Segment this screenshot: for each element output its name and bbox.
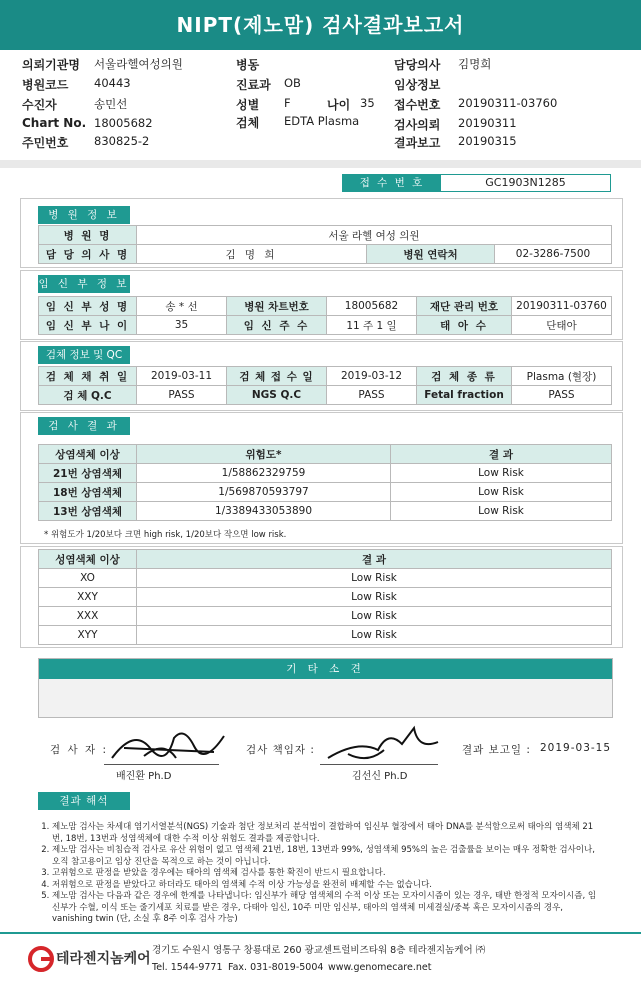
- fetal-fraction-value: PASS: [512, 386, 612, 405]
- interpretation-item: 1. 제노맘 검사는 차세대 염기서열분석(NGS) 기술과 첨단 정보처리 분석법이 결합하여 임신부 혈장에서 태아 DNA를 분석함으로써 태아의 염색체 21번, 18번, 13번과 성염색체에 대한 수적 이상 위험도 결과를 제공합니다.: [52, 822, 600, 845]
- company-web: www.genomecare.net: [328, 962, 432, 973]
- manager-signature: [318, 720, 448, 766]
- tester-sign-line: [104, 764, 219, 765]
- interpretation-list: [40, 822, 600, 926]
- interpretation-tab: 결과 해석: [38, 792, 130, 810]
- mother-info-tab: 임 신 부 정 보: [38, 275, 130, 293]
- report-header: [22, 52, 622, 158]
- receipt-label: 접수번호: [394, 98, 441, 112]
- table-row: [39, 569, 612, 588]
- sex-label: 성별: [236, 98, 260, 112]
- receive-date-value: 2019-03-12: [327, 367, 417, 386]
- autosome-risk: 1/569870593797: [137, 483, 391, 502]
- autosome-name: 18번 상염색체: [39, 483, 137, 502]
- autosome-name: 21번 상염색체: [39, 464, 137, 483]
- clinical-label: 임상정보: [394, 78, 441, 92]
- receipt-value: 20190311-03760: [458, 96, 558, 110]
- results-tab: 검 사 결 과: [38, 417, 130, 435]
- fetal-fraction-label: Fetal fraction: [417, 386, 512, 405]
- tester-label: 검 사 자 :: [50, 744, 108, 756]
- manager-sign-line: [320, 764, 438, 765]
- interpretation-item: 4. 저위험으로 판정을 받았다고 하더라도 태아의 염색체 수적 이상 가능성을 완전히 배제할 수는 없습니다.: [52, 880, 600, 892]
- company-tel: Tel. 1544-9771: [152, 962, 223, 973]
- other-findings-text: [39, 679, 612, 717]
- table-row: [39, 464, 612, 483]
- autosome-table: [38, 444, 612, 521]
- request-value: 20190311: [458, 116, 517, 130]
- sex-chrom-table: [38, 549, 612, 645]
- mother-weeks-value: 11 주 1 일: [327, 316, 417, 335]
- sex-chrom-result: Low Risk: [137, 588, 612, 607]
- specimen-qc-label: 검 체 Q.C: [39, 386, 137, 405]
- sex-chrom-result: Low Risk: [137, 569, 612, 588]
- mother-info-table: [38, 296, 612, 335]
- autosome-risk: 1/3389433053890: [137, 502, 391, 521]
- sex-chrom-name: XXY: [39, 588, 137, 607]
- sex-chrom-result: Low Risk: [137, 607, 612, 626]
- ward-label: 병동: [236, 58, 260, 72]
- dept-value: OB: [284, 76, 301, 90]
- hospital-info-table: [38, 225, 612, 264]
- tester-signature: [104, 718, 234, 766]
- receipt-box-label: 접 수 번 호: [343, 175, 441, 191]
- company-logo-icon: [28, 946, 54, 972]
- report-date-sign-label: 결과 보고일 :: [462, 744, 531, 756]
- footer: [0, 932, 641, 991]
- receipt-box: [342, 174, 611, 192]
- other-findings-box: [38, 658, 613, 718]
- doctor-label: 담당의사: [394, 58, 441, 72]
- company-logo: 테라젠지놈케어: [56, 951, 151, 967]
- interpretation-item: 2. 제노맘 검사는 비침습적 검사로 유산 위험이 없고 염색체 21번, 18번, 13번과 99%, 성염색체 95%의 높은 검출률을 보이는 매우 정확한 검사이나, 오직 참고용이고 임상 진단을 목적으로 하는 것이 아닙니다.: [52, 845, 600, 868]
- request-label: 검사의뢰: [394, 118, 441, 132]
- hospital-doctor-value: 김 명 희: [137, 245, 367, 264]
- specimen-info-tab: 검체 정보 및 QC: [38, 346, 130, 364]
- report-date-value: 20190315: [458, 134, 517, 148]
- sex-chrom-result: Low Risk: [137, 626, 612, 645]
- doctor-value: 김명희: [458, 57, 492, 71]
- receive-date-label: 검 체 접 수 일: [227, 367, 327, 386]
- sex-value: F: [284, 96, 291, 110]
- mother-chart-value: 18005682: [327, 297, 417, 316]
- mother-fetus-value: 단태아: [512, 316, 612, 335]
- hospital-name-value: 서울 라헬 여성 의원: [137, 226, 612, 245]
- autosome-result: Low Risk: [391, 464, 612, 483]
- header-separator: [0, 160, 641, 168]
- autosome-header-name: 상염색체 이상: [39, 445, 137, 464]
- autosome-header-result: 결 과: [391, 445, 612, 464]
- interpretation-item: 3. 고위험으로 판정을 받았을 경우에는 태아의 염색체 검사를 통한 확진이 반드시 필요합니다.: [52, 868, 600, 880]
- report-title: NIPT(제노맘) 검사결과보고서: [0, 0, 641, 50]
- company-address: 경기도 수원시 영통구 창룡대로 260 광교센트럴비즈타워 8층 테라젠지놈케어 ㈜: [152, 945, 486, 956]
- ngs-qc-value: PASS: [327, 386, 417, 405]
- tester-name: 배진환 Ph.D: [116, 771, 172, 782]
- patient-label: 수진자: [22, 98, 57, 112]
- patient-value: 송민선: [94, 97, 128, 111]
- id-label: 주민번호: [22, 136, 69, 150]
- specimen-qc-value: PASS: [137, 386, 227, 405]
- table-row: [39, 588, 612, 607]
- mother-age-value: 35: [137, 316, 227, 335]
- hospital-value: 서울라헬여성의원: [94, 57, 183, 71]
- hospital-label: 의뢰기관명: [22, 58, 80, 72]
- hospital-contact-value: 02-3286-7500: [495, 245, 612, 264]
- age-label: 나이: [327, 98, 351, 112]
- autosome-result: Low Risk: [391, 483, 612, 502]
- company-fax: Fax. 031-8019-5004: [228, 962, 324, 973]
- mother-chart-label: 병원 차트번호: [227, 297, 327, 316]
- code-value: 40443: [94, 76, 131, 90]
- sex-chrom-name: XYY: [39, 626, 137, 645]
- risk-footnote: * 위험도가 1/20보다 크면 high risk, 1/20보다 작으면 low risk.: [44, 530, 287, 540]
- hospital-doctor-label: 담 당 의 사 명: [39, 245, 137, 264]
- specimen-info-table: [38, 366, 612, 405]
- sex-chrom-header-result: 결 과: [137, 550, 612, 569]
- autosome-name: 13번 상염색체: [39, 502, 137, 521]
- mother-age-label: 임 신 부 나 이: [39, 316, 137, 335]
- autosome-risk: 1/58862329759: [137, 464, 391, 483]
- hospital-info-tab: 병 원 정 보: [38, 206, 130, 224]
- ngs-qc-label: NGS Q.C: [227, 386, 327, 405]
- specimen-type-label: 검 체 종 류: [417, 367, 512, 386]
- mother-mgmt-value: 20190311-03760: [512, 297, 612, 316]
- mother-name-value: 송 * 선: [137, 297, 227, 316]
- dept-label: 진료과: [236, 78, 271, 92]
- sex-chrom-name: XXX: [39, 607, 137, 626]
- chart-label: Chart No.: [22, 116, 87, 130]
- mother-name-label: 임 신 부 성 명: [39, 297, 137, 316]
- collect-date-value: 2019-03-11: [137, 367, 227, 386]
- mother-weeks-label: 임 신 주 수: [227, 316, 327, 335]
- specimen-label: 검체: [236, 116, 260, 130]
- code-label: 병원코드: [22, 78, 69, 92]
- hospital-contact-label: 병원 연락처: [367, 245, 495, 264]
- report-date-label: 결과보고: [394, 136, 441, 150]
- chart-value: 18005682: [94, 116, 153, 130]
- manager-label: 검사 책임자 :: [246, 744, 315, 756]
- receipt-box-value: GC1903N1285: [485, 176, 566, 189]
- table-row: [39, 607, 612, 626]
- mother-fetus-label: 태 아 수: [417, 316, 512, 335]
- manager-name: 김선신 Ph.D: [352, 771, 408, 782]
- table-row: [39, 626, 612, 645]
- specimen-type-value: Plasma (혈장): [512, 367, 612, 386]
- collect-date-label: 검 체 채 취 일: [39, 367, 137, 386]
- sex-chrom-header-name: 성염색체 이상: [39, 550, 137, 569]
- autosome-result: Low Risk: [391, 502, 612, 521]
- hospital-name-label: 병 원 명: [39, 226, 137, 245]
- other-findings-header: 기 타 소 견: [39, 659, 612, 679]
- age-value: 35: [360, 96, 375, 110]
- specimen-value: EDTA Plasma: [284, 114, 360, 128]
- id-value: 830825-2: [94, 134, 150, 148]
- table-row: [39, 483, 612, 502]
- report-date-sign-value: 2019-03-15: [540, 742, 612, 754]
- interpretation-item: 5. 제노맘 검사는 다음과 같은 경우에 한계를 나타냅니다: 임신부가 해당 염색체의 수적 이상 또는 모자이시즘이 있는 경우, 태반 한정적 모자이시즘, 임신부가 수혈, 이식 또는 줄기세포 치료를 받은 경우, 다태아 임신, 10주 미만 임신부, 태아의 염색체 미세결실/중복 혹은 모자이시즘의 경우, vanishing twin (단, 소실 후 8주 이후 검사 가능): [52, 891, 600, 926]
- mother-mgmt-label: 재단 관리 번호: [417, 297, 512, 316]
- table-row: [39, 502, 612, 521]
- sex-chrom-name: XO: [39, 569, 137, 588]
- autosome-header-risk: 위험도*: [137, 445, 391, 464]
